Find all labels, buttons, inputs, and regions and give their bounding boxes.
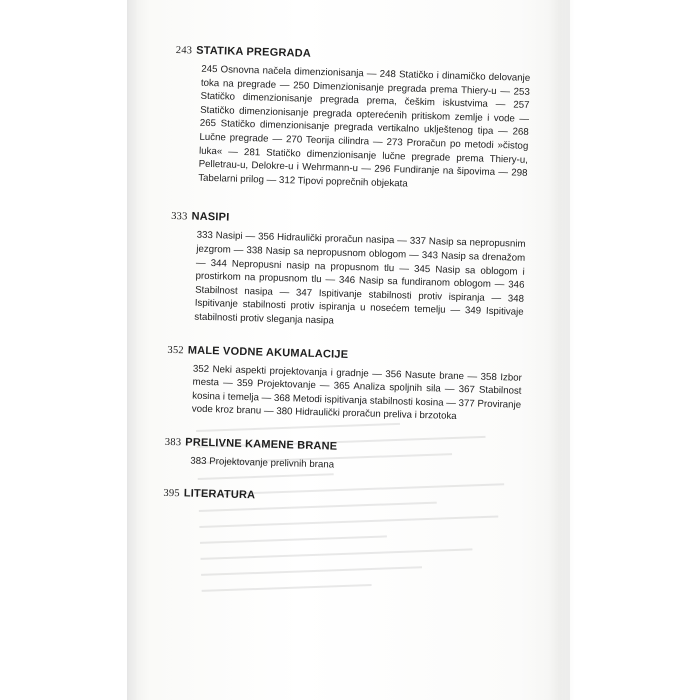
section-title: NASIPI [191,210,230,224]
toc-section-literatura [163,487,518,509]
section-heading [163,487,518,509]
page-edge-shadow [548,0,570,700]
section-page-number: 352 [167,344,184,356]
section-title: MALE VODNE AKUMALACIJE [187,343,349,361]
section-entries: 383 Projektovanje prelivnih brana [190,455,335,471]
section-entries: 352 Neki aspekti projektovanja i gradnje — 356 Nasute brane — 358 Izbor mesta — 359 Projektovanje — 365 Analiza spoljnih sila — 367 Stabilnost kosina i temelja — 368 Metodi ispitivanja stabilnosti kosina — 377 Proviranje vode kroz branu — 380 Hidraulički proračun preliva i brzotoka [191,363,522,423]
section-page-number: 383 [164,436,182,449]
page-gutter-shadow [127,0,137,700]
section-page-number: 395 [163,488,180,500]
toc-section-prelivne-kamene-brane [164,436,520,477]
section-page-number: 333 [171,211,188,223]
section-page-number: 243 [175,44,193,57]
table-of-contents [163,44,531,529]
toc-section-statika-pregrada [172,44,531,194]
section-title: STATIKA PREGRADA [196,44,312,60]
toc-section-nasipi [168,210,526,333]
toc-section-male-vodne-akumalacije [166,343,523,425]
section-title: LITERATURA [183,487,256,502]
section-entries: 245 Osnovna načela dimenzionisanja — 248 Statičko i dinamičko delovanje toka na pregrade — 250 Dimenzionisanje pregrada prema Thiery-u — 253 Statičko dimenzionisanje pregrada prema, češkim iskustvima — 257 Statičko dimenzionisanje pregrada opterećenih pritiskom zemlje i vode — 265 Statičko dimenzionisanje pregrada vertikalno ukljеštenog tipa — 268 Lučne pregrade — 270 Teorija cilindra — 273 Proračun po metodi »čistog luka« — 281 Statičko dimenzionisanje lučne pregrade prema Thiery-u, Pelletrau-u, Delokre-u i Wehrmann-u — 296 Fundiranje na šipovima — 298 Tabelarni prilog — 312 Tipovi poprečnih objekata [198,63,531,190]
section-title: PRELIVNE KAMENE BRANE [185,436,338,453]
section-entries: 333 Nasipi — 356 Hidraulički proračun nasipa — 337 Nasip sa nepropusnim jezgrom — 338 Nasip sa nepropusnom oblogom — 343 Nasip sa drenažom — 344 Nepropusni nasip na propusnom tlu — 345 Nasip sa oblogom i prostirkom na propusnom tlu — 346 Nasip sa fundiranom oblogom — 346 Stabilnost nasipa — 347 Ispitivanje stabilnosti protiv ispiranja — 348 Ispitivanje stabilnosti protiv ispiranja u nosećem temelju — 349 Ispitivaje stabilnosti protiv sleganja nasipa [194,229,526,327]
